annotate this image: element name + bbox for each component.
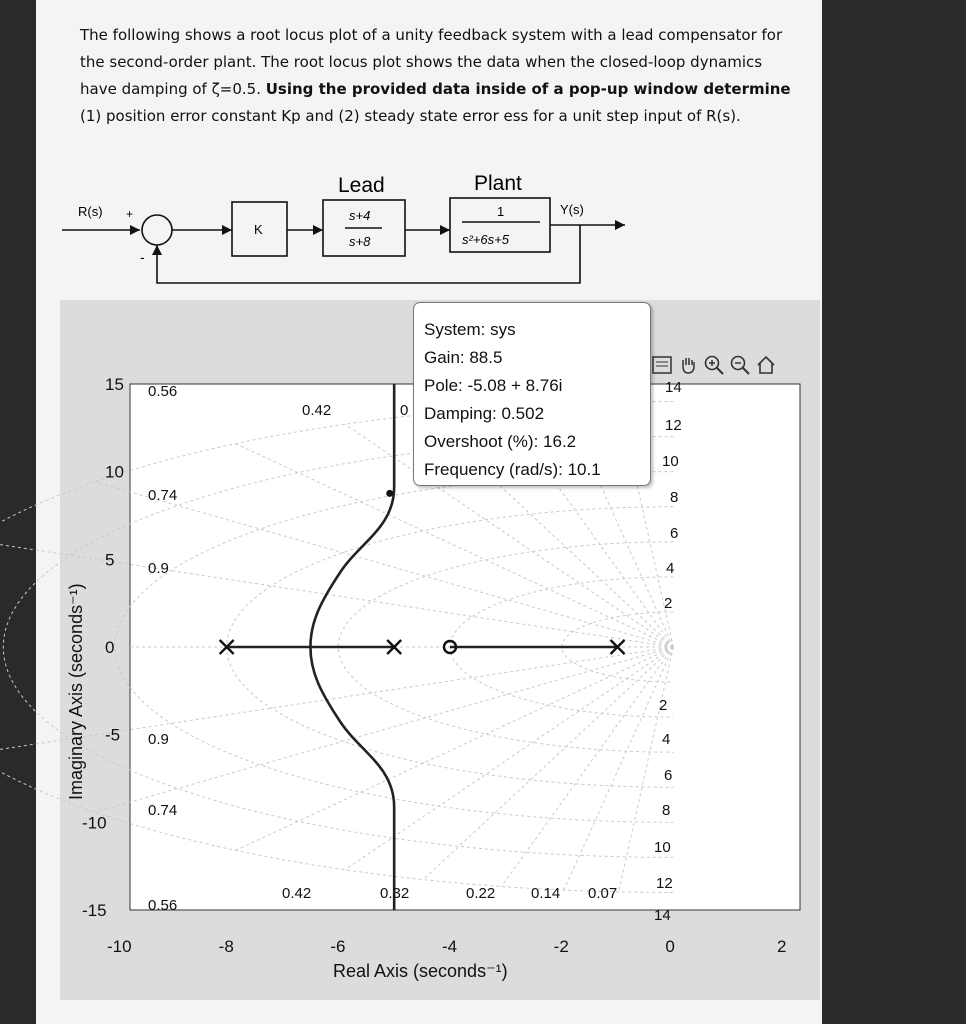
damping-label: 0.74: [148, 802, 178, 819]
damping-label: 0.56: [148, 897, 178, 914]
x-tick-label: -4: [442, 937, 458, 956]
damping-label: 0.9: [148, 560, 169, 577]
damping-label: 0.22: [466, 885, 496, 902]
datatip-frequency: Frequency (rad/s): 10.1: [424, 460, 601, 479]
datatip-gain: Gain: 88.5: [424, 348, 503, 367]
plant-title: Plant: [474, 172, 522, 195]
minus-sign: -: [140, 249, 145, 265]
frequency-label: 12: [665, 417, 682, 434]
damping-label: 0.56: [148, 383, 178, 400]
damping-label: 0.9: [148, 731, 169, 748]
zoom-in-icon[interactable]: [703, 354, 725, 376]
problem-line-1: The following shows a root locus plot of a unity feedback system with a lead compensator for: [80, 26, 783, 44]
lead-numerator: s+4: [349, 208, 371, 223]
damping-label: 0.74: [148, 487, 178, 504]
frequency-label: 4: [666, 560, 675, 577]
datatip-damping: Damping: 0.502: [424, 404, 545, 423]
frequency-label: 8: [670, 489, 679, 506]
selected-point-marker: [386, 490, 393, 497]
y-tick-label: 15: [105, 375, 124, 394]
frequency-label: 8: [662, 802, 671, 819]
damping-label: 0.42: [302, 402, 332, 419]
plant-numerator: 1: [497, 204, 505, 219]
y-tick-label: -15: [82, 901, 107, 920]
frequency-label: 2: [664, 595, 673, 612]
x-axis-label: Real Axis (seconds⁻¹): [333, 961, 508, 981]
frequency-label: 2: [659, 697, 668, 714]
plot-toolbar: [651, 352, 777, 378]
plus-sign: +: [126, 207, 134, 221]
frequency-label: 6: [670, 525, 679, 542]
x-tick-label: 2: [777, 937, 787, 956]
problem-line-3-plain: have damping of ζ=0.5.: [80, 80, 266, 98]
damping-label: 0.14: [531, 885, 561, 902]
frequency-label: 12: [656, 875, 673, 892]
data-cursor-icon[interactable]: [651, 354, 673, 376]
datatip-pole: Pole: -5.08 + 8.76i: [424, 376, 563, 395]
x-tick-label: -6: [330, 937, 346, 956]
input-label: R(s): [78, 204, 103, 219]
frequency-label: 4: [662, 731, 671, 748]
problem-line-3-bold: Using the provided data inside of a pop-up window determine: [265, 80, 791, 98]
y-tick-label: 5: [105, 550, 115, 570]
y-tick-label: -10: [82, 813, 107, 833]
y-tick-label: 10: [105, 462, 124, 482]
problem-line-2: the second-order plant. The root locus plot shows the data when the closed-loop dynamics: [80, 53, 763, 71]
frequency-label: 6: [664, 767, 673, 784]
problem-line-4: (1) position error constant Kp and (2) steady state error ess for a unit step input of R(s).: [80, 107, 741, 125]
damping-label: 0.32: [380, 885, 410, 902]
x-tick-label: -10: [107, 937, 132, 956]
damping-label: 0.07: [588, 885, 618, 902]
plant-denominator: s²+6s+5: [462, 232, 509, 247]
datatip-popup[interactable]: [413, 302, 651, 486]
gain-block-label: K: [254, 222, 263, 237]
y-axis-label: Imaginary Axis (seconds⁻¹): [66, 583, 86, 800]
x-tick-label: -8: [218, 937, 234, 956]
zoom-out-icon[interactable]: [729, 354, 751, 376]
y-tick-label: -5: [105, 725, 121, 745]
home-icon[interactable]: [755, 354, 777, 376]
frequency-label: 14: [654, 907, 671, 924]
frequency-label: 14: [665, 379, 682, 396]
x-tick-label: -2: [553, 937, 569, 956]
x-tick-label: 0: [665, 937, 675, 956]
datatip-overshoot: Overshoot (%): 16.2: [424, 432, 577, 451]
datatip-system: System: sys: [424, 320, 516, 339]
frequency-label: 10: [654, 839, 671, 856]
pan-hand-icon[interactable]: [677, 354, 699, 376]
damping-label: 0: [400, 402, 409, 419]
frequency-label: 10: [662, 453, 679, 470]
lead-title: Lead: [338, 174, 385, 197]
damping-label: 0.42: [282, 885, 312, 902]
lead-denominator: s+8: [349, 234, 371, 249]
output-label: Y(s): [560, 202, 584, 217]
y-tick-label: 0: [105, 638, 115, 657]
